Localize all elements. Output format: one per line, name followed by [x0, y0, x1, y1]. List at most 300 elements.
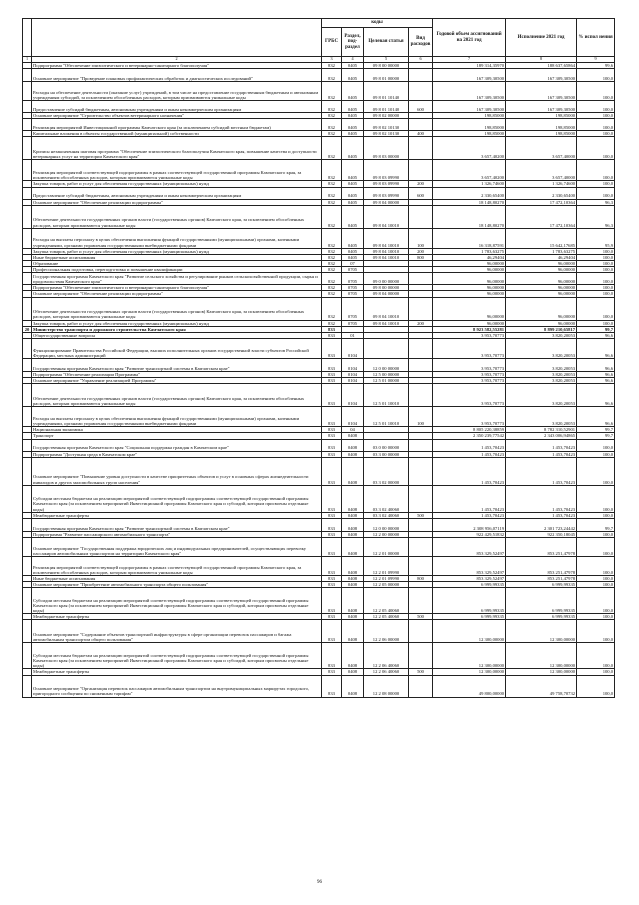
row-exec: 49 758,70732	[506, 675, 577, 697]
row-plan: 18 148,80270	[433, 199, 506, 205]
row-pct: 100,0	[577, 187, 615, 199]
row-section: 0405	[342, 63, 364, 69]
row-kind	[409, 518, 433, 531]
row-pct: 100,0	[577, 137, 615, 160]
row-name: Реализация мероприятий Инвестиционной программы Камчатского края (за исключением субсидий местным бюджетам)	[32, 119, 322, 131]
row-kind: 200	[409, 248, 433, 254]
row-name: Основное мероприятие "Приобретение автомобильного транспорта общего пользования"	[32, 582, 322, 588]
row-pct: 100,0	[577, 512, 615, 518]
row-exec: 3 820,20053	[506, 338, 577, 358]
row-number	[23, 82, 32, 101]
row-section: 0405	[342, 82, 364, 101]
row-target: 12 5 01 10010	[364, 384, 409, 407]
row-grbs: 833	[322, 358, 342, 371]
row-name: Предоставление субсидий бюджетным, автономным учреждениям и иным некоммерческим организациям	[32, 101, 322, 113]
row-section: 0408	[342, 451, 364, 457]
row-name: Реализация мероприятий соответствующей подпрограммы в рамках соответствующей государственной программы Камчатского края, за исключением обособленных расходов, которым присваиваются уникальные коды	[32, 556, 322, 575]
row-exec: 96,00000	[506, 273, 577, 285]
row-plan: 8 805 220,38859	[433, 427, 506, 433]
row-section: 0405	[342, 228, 364, 248]
row-name: Подпрограмма "Обеспечение реализации Программы"	[32, 371, 322, 377]
row-target: 12 2 01 09990	[364, 556, 409, 575]
row-grbs: 833	[322, 512, 342, 518]
row-name: Общегосударственные вопросы	[32, 332, 322, 338]
row-kind: 600	[409, 187, 433, 199]
row-grbs: 832	[322, 228, 342, 248]
row-plan: 3 953,70773	[433, 358, 506, 371]
table-row	[23, 187, 615, 199]
row-plan: 853 329,52497	[433, 537, 506, 556]
row-section: 0705	[342, 273, 364, 285]
row-exec: 2 301 723,24442	[506, 518, 577, 531]
row-section: 0408	[342, 556, 364, 575]
row-pct: 96,3	[577, 199, 615, 205]
row-target: 12 2 05 40060	[364, 588, 409, 614]
row-number	[23, 620, 32, 643]
row-section: 0104	[342, 338, 364, 358]
row-name: Функционирование Правительства Российской Федерации, высших исполнительных органов государственной власти субъектов Российской Федерации, местных администраций	[32, 338, 322, 358]
row-name: Капитальные вложения в объекты государственной (муниципальной) собственности	[32, 131, 322, 137]
row-section: 0408	[342, 582, 364, 588]
row-grbs: 833	[322, 485, 342, 512]
row-kind	[409, 338, 433, 358]
row-plan: 8 923 582,55281	[433, 326, 506, 332]
row-exec: 96,00000	[506, 267, 577, 273]
row-exec: 1 326,74600	[506, 181, 577, 187]
row-pct: 99,7	[577, 326, 615, 332]
row-kind: 800	[409, 254, 433, 260]
row-pct: 100,0	[577, 285, 615, 291]
row-pct: 96,6	[577, 371, 615, 377]
row-target: 09 8 03 09990	[364, 187, 409, 199]
row-grbs: 832	[322, 199, 342, 205]
row-section: 0408	[342, 537, 364, 556]
header-section: Раздел, под- раздел	[342, 28, 364, 57]
row-pct: 100,0	[577, 575, 615, 581]
row-number	[23, 187, 32, 199]
row-pct: 100,0	[577, 537, 615, 556]
row-grbs: 833	[322, 614, 342, 620]
row-exec: 96,00000	[506, 320, 577, 326]
row-target: 12 5 00 00000	[364, 371, 409, 377]
row-exec: 1 783,63275	[506, 248, 577, 254]
row-section: 0104	[342, 371, 364, 377]
row-plan: 46,29404	[433, 254, 506, 260]
row-name: Основное мероприятие "Управление реализацией Программы"	[32, 378, 322, 384]
table-row	[23, 82, 615, 101]
row-section: 0705	[342, 297, 364, 320]
row-pct: 100,0	[577, 291, 615, 297]
row-pct: 100,0	[577, 119, 615, 131]
row-name: Иные бюджетные ассигнования	[32, 575, 322, 581]
row-kind	[409, 205, 433, 228]
row-grbs: 832	[322, 113, 342, 119]
row-pct: 96,6	[577, 378, 615, 384]
row-target: 09 8 03 00000	[364, 137, 409, 160]
row-grbs: 832	[322, 260, 342, 266]
row-pct: 96,6	[577, 358, 615, 371]
row-number	[23, 205, 32, 228]
header-exec: Исполнение 2021 год	[506, 19, 577, 57]
row-exec: 922 350,18045	[506, 531, 577, 537]
row-name: Подпрограмма "Обеспечение эпизоотического и ветеринарно-санитарного благополучия"	[32, 285, 322, 291]
row-exec: 96,00000	[506, 291, 577, 297]
row-pct: 100,0	[577, 485, 615, 512]
row-kind: 500	[409, 614, 433, 620]
row-number	[23, 101, 32, 113]
row-section: 04	[342, 427, 364, 433]
row-number	[23, 338, 32, 358]
row-plan: 12 300,00000	[433, 643, 506, 669]
table-row	[23, 556, 615, 575]
row-target: 03 3 00 00000	[364, 451, 409, 457]
row-target: 09 8 02 00000	[364, 113, 409, 119]
row-name: Подпрограмма "Развитие пассажирского автомобильного транспорта"	[32, 531, 322, 537]
row-section: 0405	[342, 101, 364, 113]
row-grbs: 833	[322, 518, 342, 531]
row-exec: 6 999,99335	[506, 614, 577, 620]
row-exec: 96,00000	[506, 285, 577, 291]
row-pct: 100,0	[577, 297, 615, 320]
row-exec: 3 820,20053	[506, 358, 577, 371]
row-kind: 600	[409, 101, 433, 113]
row-section: 0408	[342, 643, 364, 669]
row-name: Основное мероприятие "Обеспечение реализации подпрограммы"	[32, 291, 322, 297]
row-target: 03 3 02 40060	[364, 485, 409, 512]
row-number	[23, 358, 32, 371]
row-section: 0408	[342, 675, 364, 697]
row-target: 12 2 05 00000	[364, 582, 409, 588]
row-section: 0405	[342, 137, 364, 160]
row-exec: 8 899 210,65817	[506, 326, 577, 332]
row-pct: 100,0	[577, 160, 615, 181]
row-plan: 198,85000	[433, 113, 506, 119]
row-pct: 100,0	[577, 248, 615, 254]
row-name: Расходы на обеспечение деятельности (оказание услуг) учреждений, в том числе на предоставление государственным бюджетным и автономным учреждениям субсидий, за исключением обособленных расходов, которым присваиваются уникальные коды	[32, 82, 322, 101]
row-target: 09 8 04 10010	[364, 254, 409, 260]
row-pct: 100,0	[577, 643, 615, 669]
row-plan: 198,85000	[433, 131, 506, 137]
row-target: 09 8 03 09990	[364, 181, 409, 187]
row-section: 0405	[342, 205, 364, 228]
row-grbs: 833	[322, 669, 342, 675]
row-exec: 2 343 006,94865	[506, 433, 577, 439]
row-pct: 100,0	[577, 582, 615, 588]
row-plan: 853 329,52497	[433, 556, 506, 575]
row-plan: 3 953,70773	[433, 378, 506, 384]
row-grbs: 833	[322, 620, 342, 643]
row-plan: 3 953,70773	[433, 332, 506, 338]
row-plan: 3 953,70773	[433, 371, 506, 377]
row-exec: 96,00000	[506, 260, 577, 266]
row-pct: 100,0	[577, 181, 615, 187]
row-number	[23, 439, 32, 451]
row-target: 12 2 00 00000	[364, 531, 409, 537]
column-number: 4	[342, 57, 364, 63]
row-name: Расходы на выплаты персоналу в целях обеспечения выполнения функций государственными (муниципальными) органами, казенными учреждениями, органами управления государственными внебюджетными фондами	[32, 407, 322, 427]
row-target: 09 8 00 00000	[364, 285, 409, 291]
row-name: Основное мероприятие "Проведение плановых профилактических обработок и диагностических исследований"	[32, 69, 322, 82]
row-kind: 500	[409, 512, 433, 518]
row-plan: 2 308 956,07119	[433, 518, 506, 531]
row-kind	[409, 69, 433, 82]
row-kind	[409, 620, 433, 643]
row-name: Обеспечение деятельности государственных органов власти (государственных органов) Камчатского края, за исключением обособленных расходов, которым присваиваются уникальные коды	[32, 384, 322, 407]
table-row	[23, 384, 615, 407]
row-plan: 6 999,99335	[433, 588, 506, 614]
row-section: 07	[342, 260, 364, 266]
table-row	[23, 358, 615, 371]
table-row	[23, 228, 615, 248]
row-section: 0104	[342, 384, 364, 407]
row-pct: 96,3	[577, 205, 615, 228]
row-number	[23, 407, 32, 427]
row-pct: 100,0	[577, 82, 615, 101]
row-plan: 96,00000	[433, 320, 506, 326]
row-name: Основное мероприятие "Строительство объектов ветеринарного назначения"	[32, 113, 322, 119]
row-grbs: 833	[322, 588, 342, 614]
row-pct: 100,0	[577, 588, 615, 614]
table-header	[23, 19, 615, 63]
row-plan: 922 429,51832	[433, 531, 506, 537]
row-section: 0408	[342, 531, 364, 537]
column-number: 2	[32, 57, 322, 63]
row-exec: 167 309,30500	[506, 101, 577, 113]
table-row	[23, 69, 615, 82]
row-pct: 100,0	[577, 675, 615, 697]
row-grbs: 832	[322, 160, 342, 181]
row-section: 0405	[342, 113, 364, 119]
row-number	[23, 537, 32, 556]
row-plan: 1 453,70423	[433, 439, 506, 451]
row-pct: 99,7	[577, 433, 615, 439]
row-grbs: 832	[322, 63, 342, 69]
row-target: 09 8 02 10130	[364, 119, 409, 131]
row-grbs: 832	[322, 69, 342, 82]
row-section: 0405	[342, 119, 364, 131]
row-exec: 3 657,40000	[506, 137, 577, 160]
row-section: 0408	[342, 485, 364, 512]
row-plan: 3 953,70773	[433, 384, 506, 407]
row-name: Предоставление субсидий бюджетным, автономным учреждениям и иным некоммерческим организациям	[32, 187, 322, 199]
table-row	[23, 588, 615, 614]
row-plan: 189 314,35970	[433, 63, 506, 69]
row-plan: 853 329,52497	[433, 575, 506, 581]
row-name: Межбюджетные трансферты	[32, 614, 322, 620]
row-exec: 3 820,20053	[506, 371, 577, 377]
row-kind	[409, 160, 433, 181]
row-kind: 800	[409, 575, 433, 581]
row-exec: 12 300,00000	[506, 643, 577, 669]
row-number	[23, 485, 32, 512]
row-plan: 1 453,70423	[433, 457, 506, 485]
row-name: Расходы на выплаты персоналу в целях обеспечения выполнения функций государственными (муниципальными) органами, казенными учреждениями, органами управления государственными внебюджетными фондами	[32, 228, 322, 248]
row-kind: 500	[409, 669, 433, 675]
row-plan: 96,00000	[433, 297, 506, 320]
row-pct: 96,6	[577, 332, 615, 338]
row-exec: 3 820,20053	[506, 378, 577, 384]
row-pct: 100,0	[577, 451, 615, 457]
row-section: 0408	[342, 512, 364, 518]
row-name: Основное мероприятие "Организация перевозок пассажиров автомобильным транспортом на внутримуниципальных маршрутах городского, пригородного сообщения по сниженным тарифам"	[32, 675, 322, 697]
row-grbs: 833	[322, 326, 342, 332]
table-row	[23, 620, 615, 643]
row-pct: 100,0	[577, 669, 615, 675]
row-exec: 188 637,65864	[506, 63, 577, 69]
row-section: 01	[342, 332, 364, 338]
row-section: 0405	[342, 248, 364, 254]
header-num	[23, 19, 32, 57]
row-kind	[409, 588, 433, 614]
row-kind	[409, 556, 433, 575]
row-target: 12 5 01 00000	[364, 378, 409, 384]
row-exec: 6 999,99335	[506, 582, 577, 588]
row-target: 12 2 01 00000	[364, 537, 409, 556]
row-target: 12 2 08 00000	[364, 675, 409, 697]
row-section: 0705	[342, 291, 364, 297]
row-number	[23, 297, 32, 320]
row-plan: 167 309,30500	[433, 101, 506, 113]
row-kind	[409, 297, 433, 320]
row-target: 09 8 03 09990	[364, 160, 409, 181]
row-plan: 1 326,74600	[433, 181, 506, 187]
row-section: 0405	[342, 181, 364, 187]
row-name: Иные бюджетные ассигнования	[32, 254, 322, 260]
row-section: 0405	[342, 254, 364, 260]
row-section: 0104	[342, 358, 364, 371]
row-target: 12 0 00 00000	[364, 358, 409, 371]
column-number: 3	[322, 57, 342, 63]
row-target: 09 8 04 00000	[364, 199, 409, 205]
row-grbs: 832	[322, 187, 342, 199]
row-plan: 96,00000	[433, 267, 506, 273]
row-grbs: 832	[322, 137, 342, 160]
table-row	[23, 643, 615, 669]
row-pct: 95,9	[577, 228, 615, 248]
row-grbs: 832	[322, 181, 342, 187]
row-kind	[409, 119, 433, 131]
row-exec: 6 999,99335	[506, 588, 577, 614]
header-plan: Годовой объем ассигнований на 2021 год	[433, 19, 506, 57]
row-section: 0705	[342, 320, 364, 326]
row-exec: 17 472,10364	[506, 199, 577, 205]
row-name: Основное мероприятие "Содержание объектов транспортной инфраструктуры в сфере организации перевозок пассажиров и багажа автомобильным транспортом общего пользования"	[32, 620, 322, 643]
table-row	[23, 537, 615, 556]
row-pct: 100,0	[577, 69, 615, 82]
row-grbs: 832	[322, 119, 342, 131]
header-pct: % испол нения	[577, 19, 615, 57]
row-pct: 99,7	[577, 427, 615, 433]
row-plan: 6 999,99335	[433, 582, 506, 588]
row-grbs: 833	[322, 457, 342, 485]
row-number	[23, 643, 32, 669]
row-target: 12 5 01 10010	[364, 407, 409, 427]
table-row	[23, 675, 615, 697]
row-name: Субсидии местным бюджетам на реализацию мероприятий соответствующей подпрограммы соответствующей государственной программы Камчатского края (за исключением мероприятий Инвестиционной программы Камчатского края и субсидий, которым присвоены отдельные коды)	[32, 485, 322, 512]
row-exec: 3 820,20053	[506, 384, 577, 407]
row-grbs: 833	[322, 575, 342, 581]
row-grbs: 833	[322, 433, 342, 439]
row-target: 12 2 01 09990	[364, 575, 409, 581]
row-kind	[409, 537, 433, 556]
row-section: 0408	[342, 575, 364, 581]
row-exec: 1 453,70423	[506, 512, 577, 518]
row-target: 09 8 04 10010	[364, 320, 409, 326]
row-kind	[409, 439, 433, 451]
row-name: Межбюджетные трансферты	[32, 512, 322, 518]
row-section: 0408	[342, 439, 364, 451]
row-name: Субсидии местным бюджетам на реализацию мероприятий соответствующей подпрограммы соответствующей государственной программы Камчатского края (за исключением мероприятий Инвестиционной программы Камчатского края и субсидий, которым присвоены отдельные коды)	[32, 643, 322, 669]
row-grbs: 833	[322, 556, 342, 575]
row-grbs: 832	[322, 291, 342, 297]
row-pct: 100,0	[577, 131, 615, 137]
row-plan: 96,00000	[433, 285, 506, 291]
row-number	[23, 160, 32, 181]
row-number	[23, 137, 32, 160]
row-kind	[409, 485, 433, 512]
row-pct: 100,0	[577, 320, 615, 326]
row-plan: 16 318,87591	[433, 228, 506, 248]
row-number	[23, 273, 32, 285]
row-plan: 6 999,99335	[433, 614, 506, 620]
column-number: 9	[577, 57, 615, 63]
row-plan: 49 800,00000	[433, 675, 506, 697]
row-target: 09 8 01 00000	[364, 69, 409, 82]
row-target: 09 8 04 10010	[364, 297, 409, 320]
table-row	[23, 205, 615, 228]
row-exec: 853 251,47978	[506, 537, 577, 556]
row-grbs: 833	[322, 675, 342, 697]
row-name: Реализация мероприятий соответствующей подпрограммы в рамках соответствующей государственной программы Камчатского края, за исключением обособленных расходов, которым присваиваются уникальные коды	[32, 160, 322, 181]
row-target: 09 8 04 10010	[364, 248, 409, 254]
row-target: 09 0 00 00000	[364, 273, 409, 285]
row-section: 0405	[342, 187, 364, 199]
header-name	[32, 19, 322, 57]
row-pct: 99,6	[577, 63, 615, 69]
row-pct: 100,0	[577, 273, 615, 285]
row-section: 0705	[342, 285, 364, 291]
row-target: 09 8 04 00000	[364, 291, 409, 297]
row-grbs: 832	[322, 320, 342, 326]
row-name: Государственная программа Камчатского края "Развитие транспортной системы в Камчатском крае"	[32, 518, 322, 531]
row-kind	[409, 273, 433, 285]
column-number: 5	[364, 57, 409, 63]
row-grbs: 832	[322, 205, 342, 228]
row-exec: 853 251,47978	[506, 556, 577, 575]
row-target: 12 2 06 40060	[364, 643, 409, 669]
row-name: Обеспечение деятельности государственных органов власти (государственных органов) Камчатского края, за исключением обособленных расходов, которым присваиваются уникальные коды	[32, 205, 322, 228]
row-grbs: 832	[322, 273, 342, 285]
row-pct: 99,7	[577, 518, 615, 531]
row-grbs: 833	[322, 371, 342, 377]
row-name: Подпрограмма "Доступная среда в Камчатском крае"	[32, 451, 322, 457]
column-number: 8	[506, 57, 577, 63]
row-target: 12 2 06 40060	[364, 669, 409, 675]
row-name: Межбюджетные трансферты	[32, 669, 322, 675]
row-grbs: 833	[322, 427, 342, 433]
row-exec: 15 642,17685	[506, 228, 577, 248]
header-kind: Вид расходов	[409, 28, 433, 57]
row-plan: 167 309,30500	[433, 82, 506, 101]
row-section: 0104	[342, 378, 364, 384]
row-plan: 1 453,70423	[433, 485, 506, 512]
row-grbs: 833	[322, 531, 342, 537]
row-section: 0408	[342, 518, 364, 531]
row-target: 03 3 02 00000	[364, 457, 409, 485]
row-exec: 198,85000	[506, 113, 577, 119]
table-row	[23, 457, 615, 485]
row-plan: 12 300,00000	[433, 620, 506, 643]
